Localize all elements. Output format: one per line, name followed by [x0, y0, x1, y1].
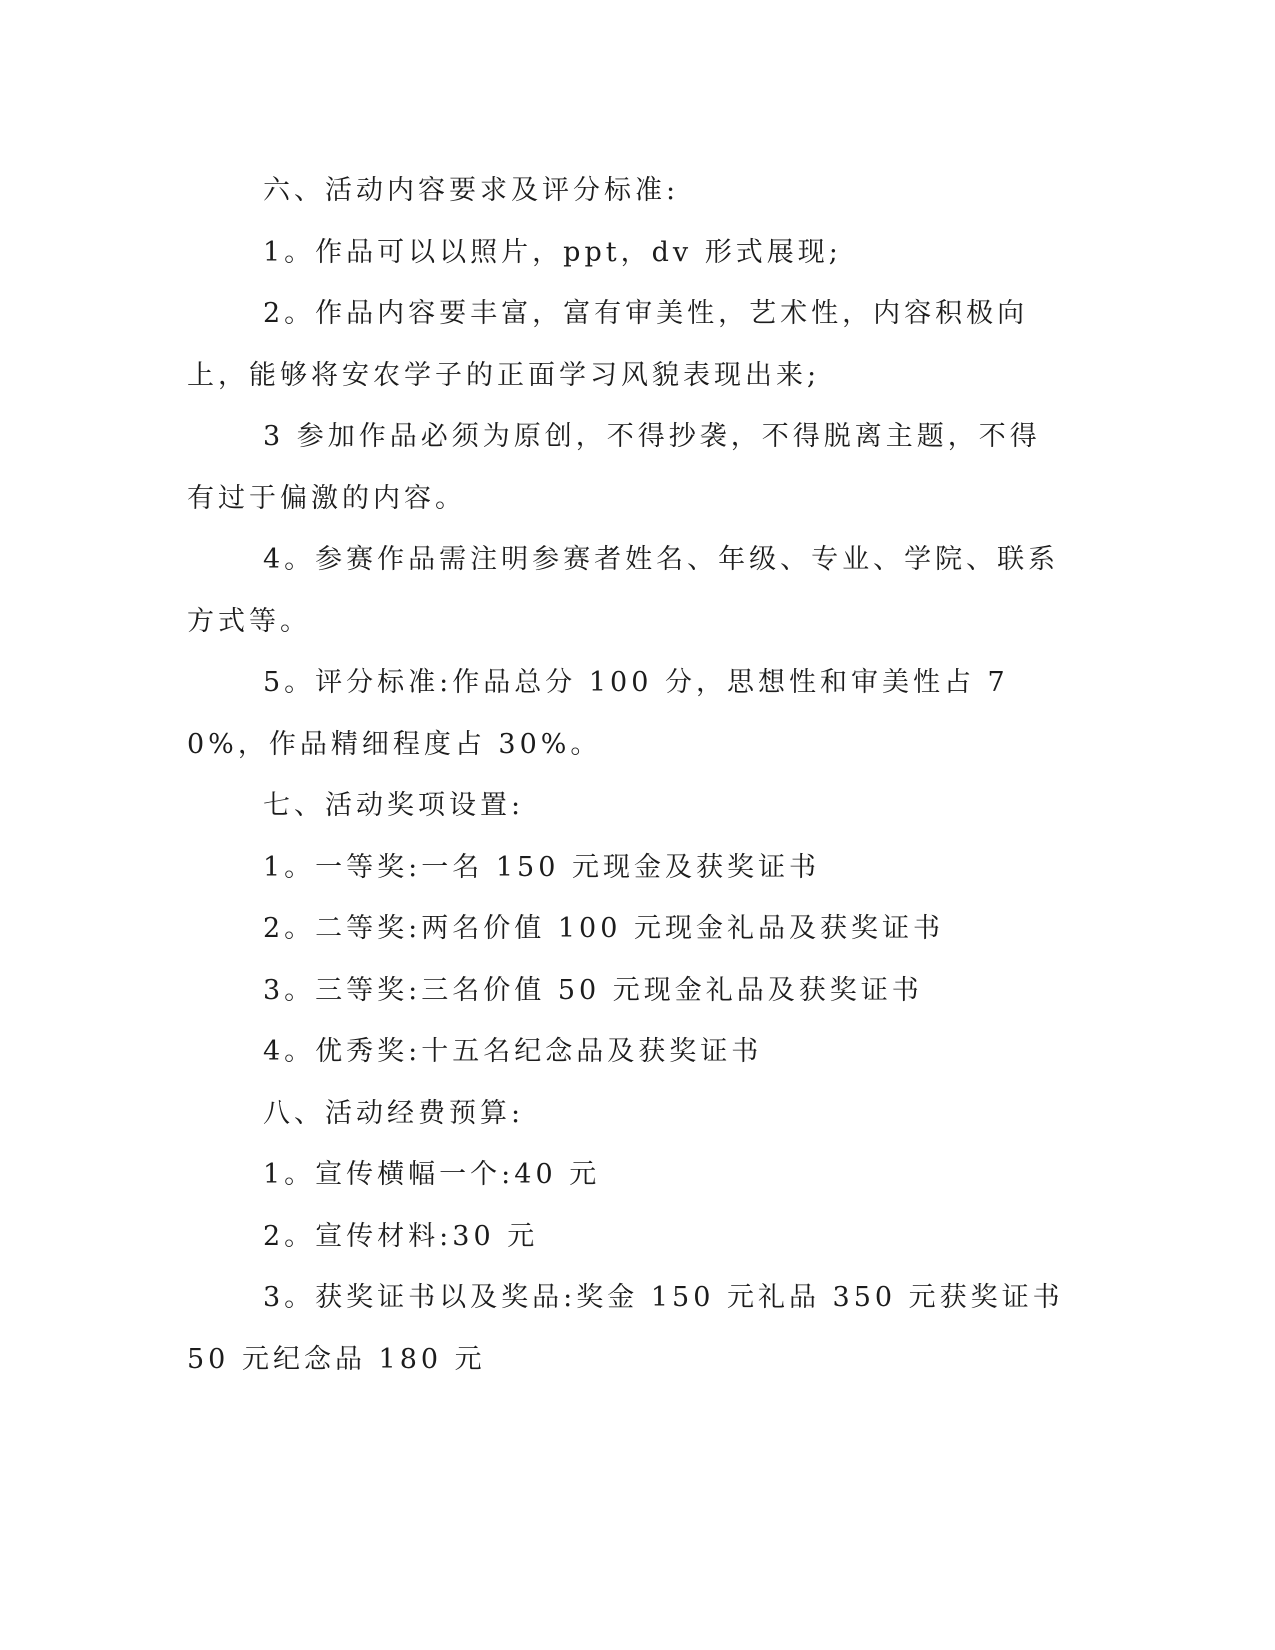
document-body — [187, 160, 1067, 1390]
section-heading-eight: 八、活动经费预算: — [263, 1097, 525, 1129]
paragraph-item: 1。作品可以以照片，ppt，dv 形式展现; — [263, 236, 842, 268]
paragraph-item: 5。评分标准:作品总分 100 分，思想性和审美性占 70%，作品精细程度占 30%。 — [187, 667, 1009, 760]
paragraph-item: 2。作品内容要丰富，富有审美性，艺术性，内容积极向上，能够将安农学子的正面学习风貌表现出来; — [187, 298, 1029, 391]
paragraph-item: 4。优秀奖:十五名纪念品及获奖证书 — [263, 1036, 763, 1067]
section-heading-seven: 七、活动奖项设置: — [263, 790, 525, 821]
paragraph-item: 4。参赛作品需注明参赛者姓名、年级、专业、学院、联系方式等。 — [187, 544, 1060, 637]
section-heading-six: 六、活动内容要求及评分标准: — [263, 175, 680, 206]
paragraph-item: 3。三等奖:三名价值 50 元现金礼品及获奖证书 — [263, 974, 923, 1006]
paragraph-item: 3。获奖证书以及奖品:奖金 150 元礼品 350 元获奖证书 50 元纪念品 180 元 — [187, 1282, 1064, 1375]
paragraph-item: 1。一等奖:一名 150 元现金及获奖证书 — [263, 851, 820, 883]
paragraph-item: 1。宣传横幅一个:40 元 — [263, 1159, 601, 1190]
paragraph-item: 2。二等奖:两名价值 100 元现金礼品及获奖证书 — [263, 913, 944, 944]
paragraph-item: 3 参加作品必须为原创，不得抄袭，不得脱离主题，不得有过于偏激的内容。 — [187, 421, 1041, 514]
paragraph-item: 2。宣传材料:30 元 — [263, 1220, 539, 1252]
